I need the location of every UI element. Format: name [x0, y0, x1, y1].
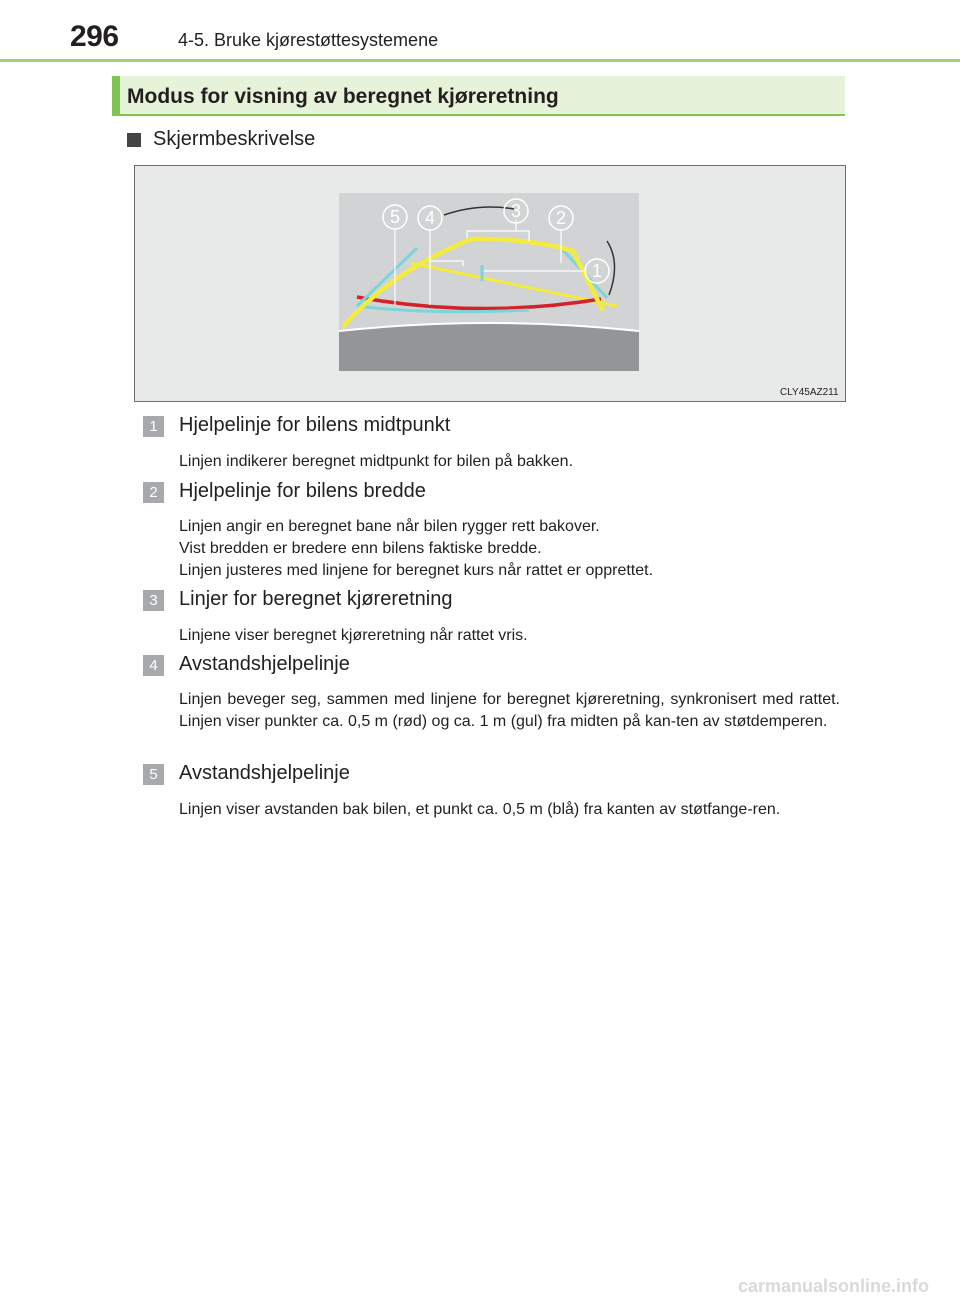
header-rule	[0, 59, 960, 62]
svg-text:4: 4	[424, 208, 436, 228]
section-title: Modus for visning av beregnet kjøreretning	[127, 85, 559, 108]
item-title: Linjer for beregnet kjøreretning	[179, 588, 453, 610]
figure-code: CLY45AZ211	[780, 387, 839, 398]
item-title: Hjelpelinje for bilens midtpunkt	[179, 414, 451, 436]
watermark: carmanualsonline.info	[738, 1276, 930, 1296]
svg-text:5: 5	[389, 207, 401, 227]
subheading: Skjermbeskrivelse	[153, 128, 316, 150]
item-description: Linjen justeres med linjene for beregnet kurs når rattet er opprettet.	[179, 562, 654, 579]
rear-camera-screen	[339, 193, 639, 371]
item-description: Linjen indikerer beregnet midtpunkt for bilen på bakken.	[179, 453, 574, 470]
item-description: Linjene viser beregnet kjøreretning når rattet vris.	[179, 627, 528, 644]
item-number-badge: 2	[143, 482, 164, 503]
item-number-badge: 1	[143, 416, 164, 437]
item-number-badge: 4	[143, 655, 164, 676]
item-description: Linjen angir en beregnet bane når bilen rygger rett bakover.	[179, 518, 600, 535]
item-number-badge: 3	[143, 590, 164, 611]
section-title-underline	[112, 114, 845, 116]
square-bullet-icon	[127, 133, 141, 147]
item-description: Linjen beveger seg, sammen med linjene for beregnet kjøreretning, synkronisert med rattet. Linjen viser punkter ca. 0,5 m (rød) og ca. 1 m (gul) fra midten på kan-ten av støtdemperen.	[179, 691, 840, 730]
item-title: Avstandshjelpelinje	[179, 653, 350, 675]
item-number-badge: 5	[143, 764, 164, 785]
svg-text:1: 1	[591, 261, 603, 281]
page-number: 296	[70, 20, 119, 53]
item-description: Vist bredden er bredere enn bilens faktiske bredde.	[179, 540, 542, 557]
item-title: Hjelpelinje for bilens bredde	[179, 480, 426, 502]
item-title: Avstandshjelpelinje	[179, 762, 350, 784]
svg-text:3: 3	[510, 201, 522, 221]
item-description: Linjen viser avstanden bak bilen, et punkt ca. 0,5 m (blå) fra kanten av støtfange-ren.	[179, 801, 781, 818]
bumper-area	[339, 323, 639, 371]
svg-text:2: 2	[555, 208, 567, 228]
chapter-title: 4-5. Bruke kjørestøttesystemene	[178, 30, 439, 50]
